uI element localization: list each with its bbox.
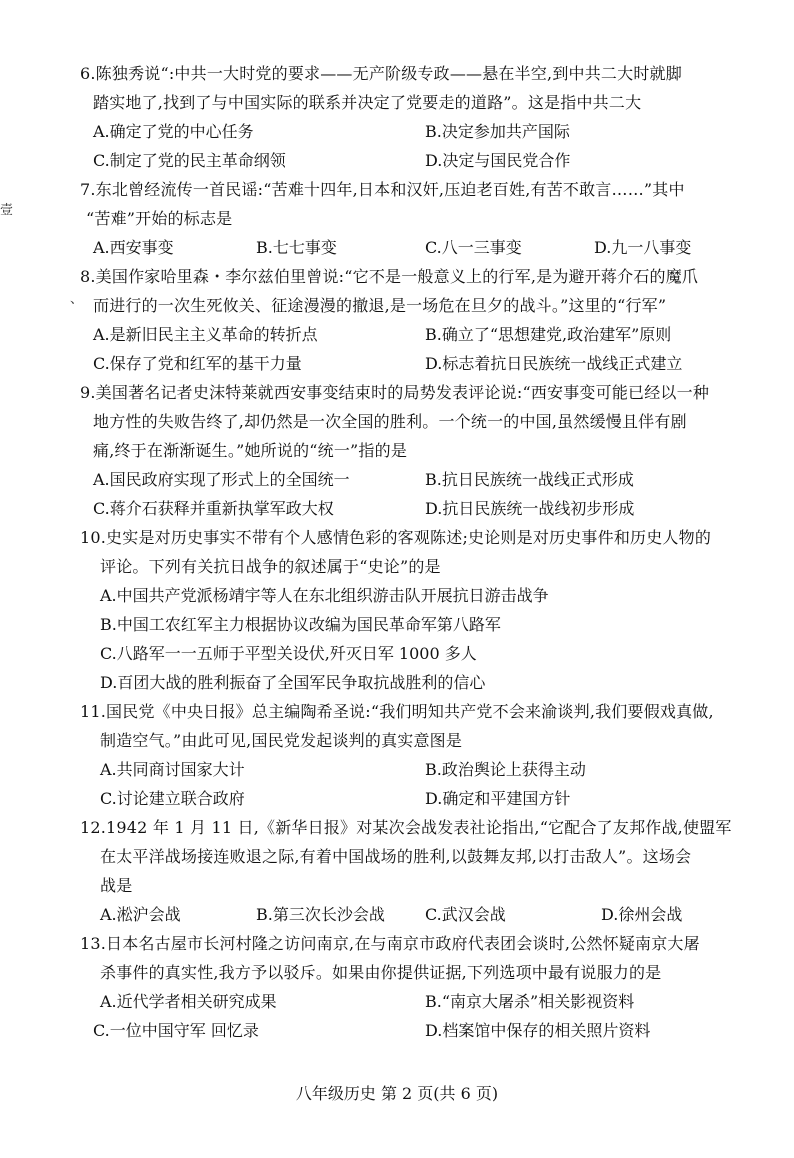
question-9-option-d: D.抗日民族统一战线初步形成 [425, 499, 635, 518]
question-6-option-a: A.确定了党的中心任务 [93, 122, 254, 141]
question-12-stem-line-1: 12.1942 年 1 月 11 日,《新华日报》对某次会战发表社论指出,“它配合了友邦作战,使盟军 [80, 818, 732, 837]
question-9-option-b: B.抗日民族统一战线正式形成 [425, 470, 634, 489]
page-footer: 八年级历史 第 2 页(共 6 页) [295, 1084, 499, 1103]
question-10-stem-line-1: 10.史实是对历史事实不带有个人感情色彩的客观陈述;史论则是对历史事件和历史人物的 [80, 528, 712, 547]
margin-mark-bottom: 、 [70, 292, 84, 307]
question-9-option-a: A.国民政府实现了形式上的全国统一 [93, 470, 350, 489]
question-13-option-a: A.近代学者相关研究成果 [100, 992, 277, 1011]
question-7-option-c: C.八一三事变 [425, 238, 522, 257]
margin-mark-top: 壹 [0, 203, 14, 218]
question-11-option-d: D.确定和平建国方针 [425, 789, 571, 808]
question-8-option-d: D.标志着抗日民族统一战线正式建立 [425, 354, 683, 373]
question-10-option-a: A.中国共产党派杨靖宇等人在东北组织游击队开展抗日游击战争 [100, 586, 549, 605]
question-8-option-a: A.是新旧民主主义革命的转折点 [93, 325, 318, 344]
question-11-option-b: B.政治舆论上获得主动 [425, 760, 586, 779]
question-10-option-d: D.百团大战的胜利振奋了全国军民争取抗战胜利的信心 [100, 673, 486, 692]
question-10-option-c: C.八路军一一五师于平型关设伏,歼灭日军 1000 多人 [100, 644, 477, 663]
question-6-option-c: C.制定了党的民主革命纲领 [93, 151, 286, 170]
question-13-option-c: C.一位中国守军 回忆录 [93, 1021, 259, 1040]
question-8-stem-line-1: 8.美国作家哈里森・李尔兹伯里曾说:“它不是一般意义上的行军,是为避开蒋介石的魔爪 [80, 267, 699, 286]
question-9-option-c: C.蒋介石获释并重新执掌军政大权 [93, 499, 334, 518]
question-8-option-c: C.保存了党和红军的基干力量 [93, 354, 302, 373]
question-7-stem-line-1: 7.东北曾经流传一首民谣:“苦难十四年,日本和汉奸,压迫老百姓,有苦不敢言……”其中 [80, 180, 685, 199]
question-8-stem-line-2: 而进行的一次生死攸关、征途漫漫的撤退,是一场危在旦夕的战斗。”这里的“行军” [93, 296, 667, 315]
question-9-stem-line-1: 9.美国著名记者史沫特莱就西安事变结束时的局势发表评论说:“西安事变可能已经以一种 [80, 383, 710, 402]
question-6-stem-line-2: 踏实地了,找到了与中国实际的联系并决定了党要走的道路”。这是指中共二大 [93, 93, 642, 112]
question-12-stem-line-2: 在太平洋战场接连败退之际,有着中国战场的胜利,以鼓舞友邦,以打击敌人”。这场会 [100, 847, 692, 866]
question-13-option-b: B.“南京大屠杀”相关影视资料 [425, 992, 635, 1011]
question-11-option-a: A.共同商讨国家大计 [100, 760, 245, 779]
question-11-stem-line-1: 11.国民党《中央日报》总主编陶希圣说:“我们明知共产党不会来渝谈判,我们要假戏真做, [80, 702, 714, 721]
question-12-option-b: B.第三次长沙会战 [256, 905, 385, 924]
question-11-option-c: C.讨论建立联合政府 [100, 789, 245, 808]
question-12-option-a: A.淞沪会战 [100, 905, 181, 924]
question-7-option-a: A.西安事变 [93, 238, 174, 257]
question-12-option-c: C.武汉会战 [425, 905, 506, 924]
question-10-stem-line-2: 评论。下列有关抗日战争的叙述属于“史论”的是 [100, 557, 441, 576]
question-8-option-b: B.确立了“思想建党,政治建军”原则 [425, 325, 672, 344]
question-7-stem-line-2: “苦难”开始的标志是 [86, 209, 233, 228]
question-13-stem-line-2: 杀事件的真实性,我方予以驳斥。如果由你提供证据,下列选项中最有说服力的是 [100, 963, 662, 982]
question-7-option-d: D.九一八事变 [594, 238, 692, 257]
question-7-option-b: B.七七事变 [256, 238, 337, 257]
question-12-stem-line-3: 战是 [100, 876, 133, 895]
question-10-option-b: B.中国工农红军主力根据协议改编为国民革命军第八路军 [100, 615, 501, 634]
question-6-stem-line-1: 6.陈独秀说“:中共一大时党的要求——无产阶级专政——悬在半空,到中共二大时就脚 [80, 64, 682, 83]
question-12-option-d: D.徐州会战 [601, 905, 683, 924]
question-6-option-b: B.决定参加共产国际 [425, 122, 570, 141]
question-6-option-d: D.决定与国民党合作 [425, 151, 571, 170]
question-13-stem-line-1: 13.日本名古屋市长河村隆之访问南京,在与南京市政府代表团会谈时,公然怀疑南京大屠 [80, 934, 700, 953]
question-11-stem-line-2: 制造空气。”由此可见,国民党发起谈判的真实意图是 [100, 731, 463, 750]
question-9-stem-line-2: 地方性的失败告终了,却仍然是一次全国的胜利。一个统一的中国,虽然缓慢且伴有剧 [93, 412, 687, 431]
question-9-stem-line-3: 痛,终于在渐渐诞生。”她所说的“统一”指的是 [93, 441, 408, 460]
question-13-option-d: D.档案馆中保存的相关照片资料 [425, 1021, 651, 1040]
